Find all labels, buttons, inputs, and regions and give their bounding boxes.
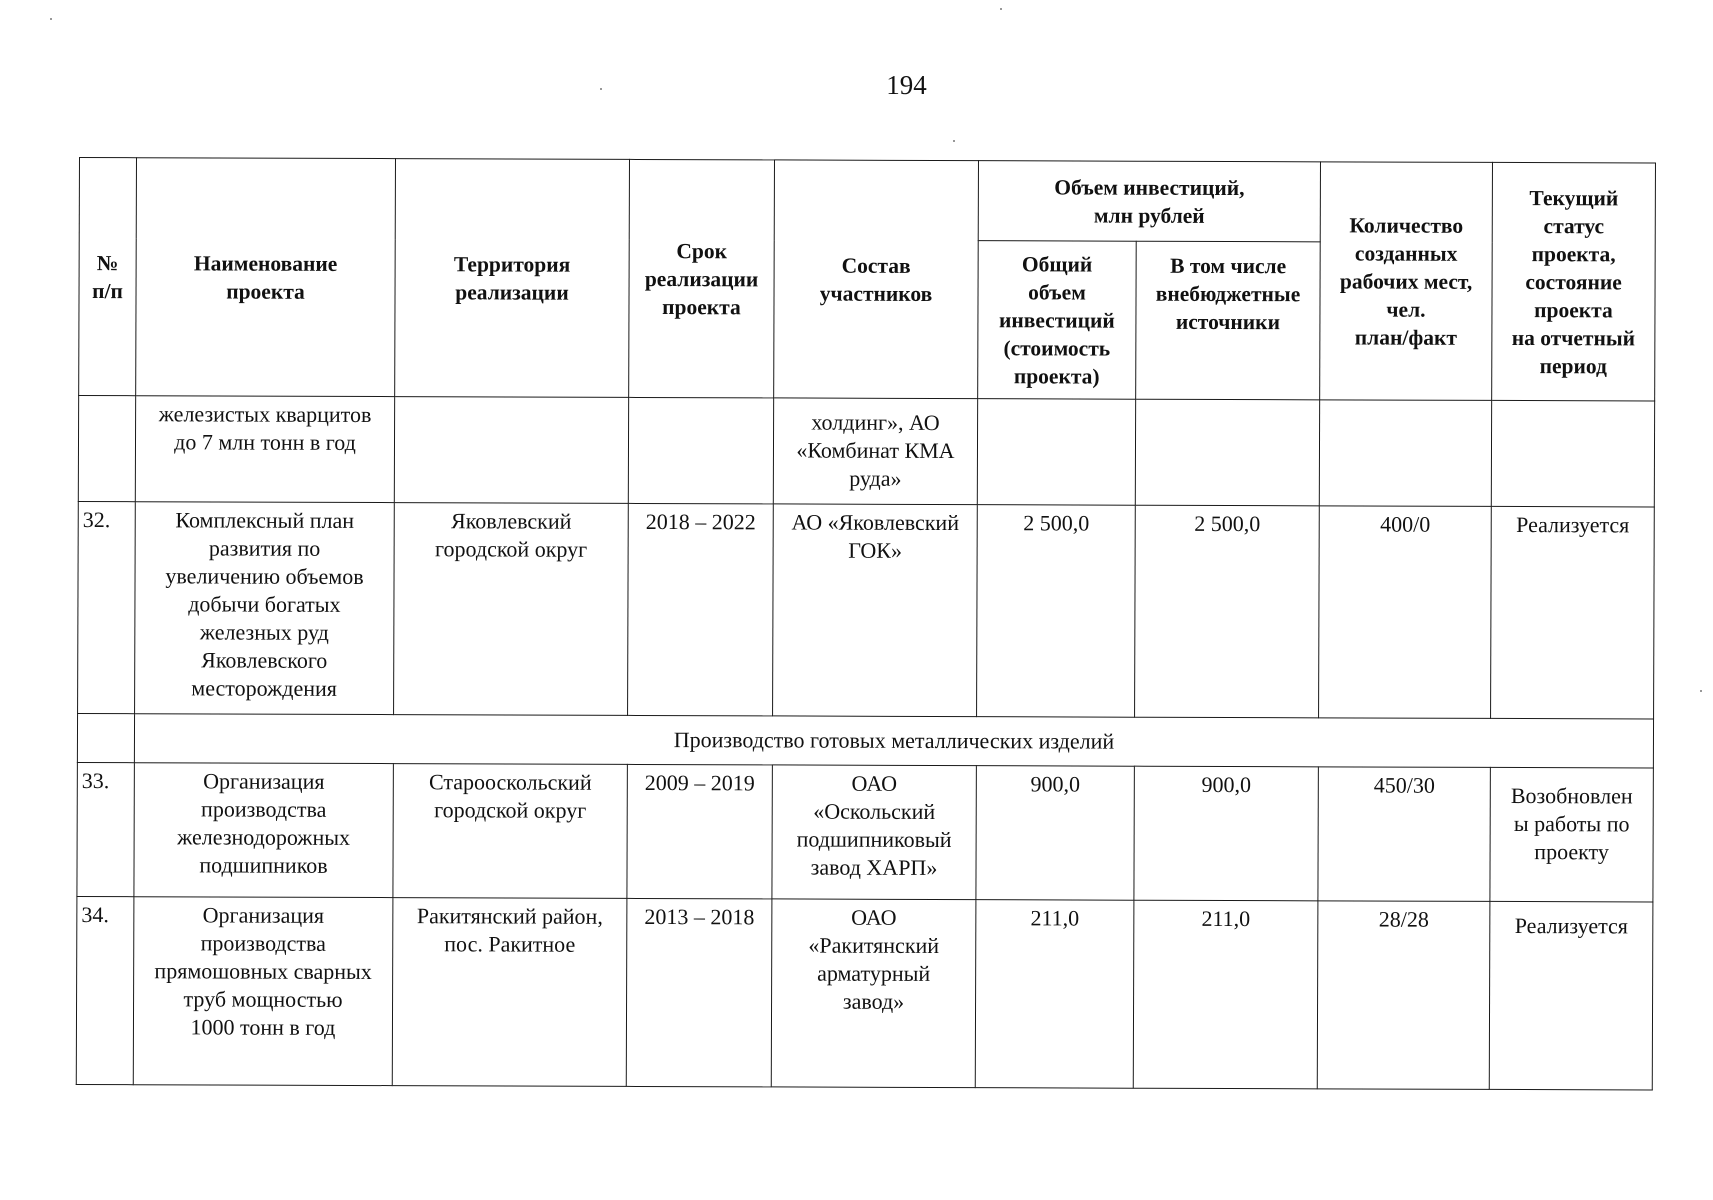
cell-status: Реализуется — [1491, 506, 1655, 719]
cell-term: 2013 – 2018 — [626, 898, 772, 1087]
section-num-cell — [77, 713, 134, 762]
cell-participants: АО «Яковлевский ГОК» — [773, 504, 978, 717]
header-row-1 — [79, 158, 1655, 244]
scan-speck — [953, 140, 955, 142]
cell-nonbudget: 211,0 — [1133, 900, 1318, 1089]
cell-jobs: 400/0 — [1319, 506, 1492, 719]
scan-speck — [50, 18, 52, 20]
table-row — [77, 762, 1653, 902]
cell-num: 34. — [76, 896, 134, 1084]
header-term: Срок реализации проекта — [629, 159, 775, 398]
cell-status: Реализуется — [1489, 901, 1653, 1090]
header-investment-total: Общий объем инвестиций (стоимость проекта) — [978, 241, 1137, 400]
cell-term — [628, 397, 773, 504]
section-title: Производство готовых металлических изделий — [134, 714, 1653, 768]
header-name: Наименование проекта — [136, 158, 396, 397]
cell-total: 2 500,0 — [977, 505, 1136, 718]
cell-jobs: 450/30 — [1318, 767, 1490, 902]
header-participants: Состав участников — [774, 160, 979, 399]
table-row — [78, 501, 1655, 719]
section-row — [77, 713, 1653, 768]
scan-speck — [1700, 690, 1702, 692]
table-row — [76, 896, 1653, 1090]
cell-name: Организация производства железнодорожных подшипников — [134, 763, 393, 898]
cell-jobs — [1319, 400, 1491, 507]
cell-nonbudget: 900,0 — [1134, 766, 1318, 901]
cell-num — [78, 396, 135, 502]
cell-name: Организация производства прямошовных сварных труб мощностью 1000 тонн в год — [133, 897, 393, 1086]
cell-total — [977, 399, 1135, 506]
header-status: Текущий статус проекта, состояние проекта на отчетный период — [1492, 162, 1656, 401]
investment-projects-table — [76, 157, 1656, 1090]
scan-speck — [600, 88, 602, 90]
header-num: № п/п — [79, 158, 137, 396]
cell-participants: ОАО «Оскольский подшипниковый завод ХАРП» — [772, 765, 976, 900]
cell-status — [1491, 400, 1654, 507]
cell-term: 2009 – 2019 — [627, 764, 772, 899]
cell-total: 900,0 — [976, 766, 1134, 901]
cell-num: 33. — [77, 762, 134, 896]
cell-territory: Ракитянский район, пос. Ракитное — [392, 898, 627, 1087]
page-number: 194 — [886, 70, 927, 100]
cell-status: Возобновлен ы работы по проекту — [1490, 767, 1653, 902]
cell-total: 211,0 — [975, 900, 1134, 1089]
scan-speck — [1000, 8, 1002, 10]
cell-participants: холдинг», АО «Комбинат КМА руда» — [773, 398, 977, 505]
cell-participants: ОАО «Ракитянский арматурный завод» — [771, 899, 976, 1088]
cell-territory: Яковлевский городской округ — [394, 503, 629, 716]
cell-term: 2018 – 2022 — [628, 503, 774, 716]
header-investment-group: Объем инвестиций, млн рублей — [978, 161, 1320, 242]
header-investment-nonbudget: В том числе внебюджетные источники — [1136, 241, 1321, 400]
cell-nonbudget — [1135, 399, 1319, 506]
cell-name: Комплексный план развития по увеличению объемов добычи богатых железных руд Яковлевского месторождения — [135, 502, 395, 715]
cell-territory: Старооскольский городской округ — [393, 764, 627, 899]
cell-name: железистых кварцитов до 7 млн тонн в год — [135, 396, 394, 503]
table-row — [78, 396, 1654, 508]
cell-territory — [394, 397, 628, 504]
cell-num: 32. — [78, 501, 136, 713]
header-territory: Территория реализации — [395, 159, 630, 398]
cell-jobs: 28/28 — [1317, 901, 1490, 1090]
cell-nonbudget: 2 500,0 — [1135, 505, 1320, 718]
header-jobs: Количество созданных рабочих мест, чел. план/факт — [1320, 162, 1493, 401]
